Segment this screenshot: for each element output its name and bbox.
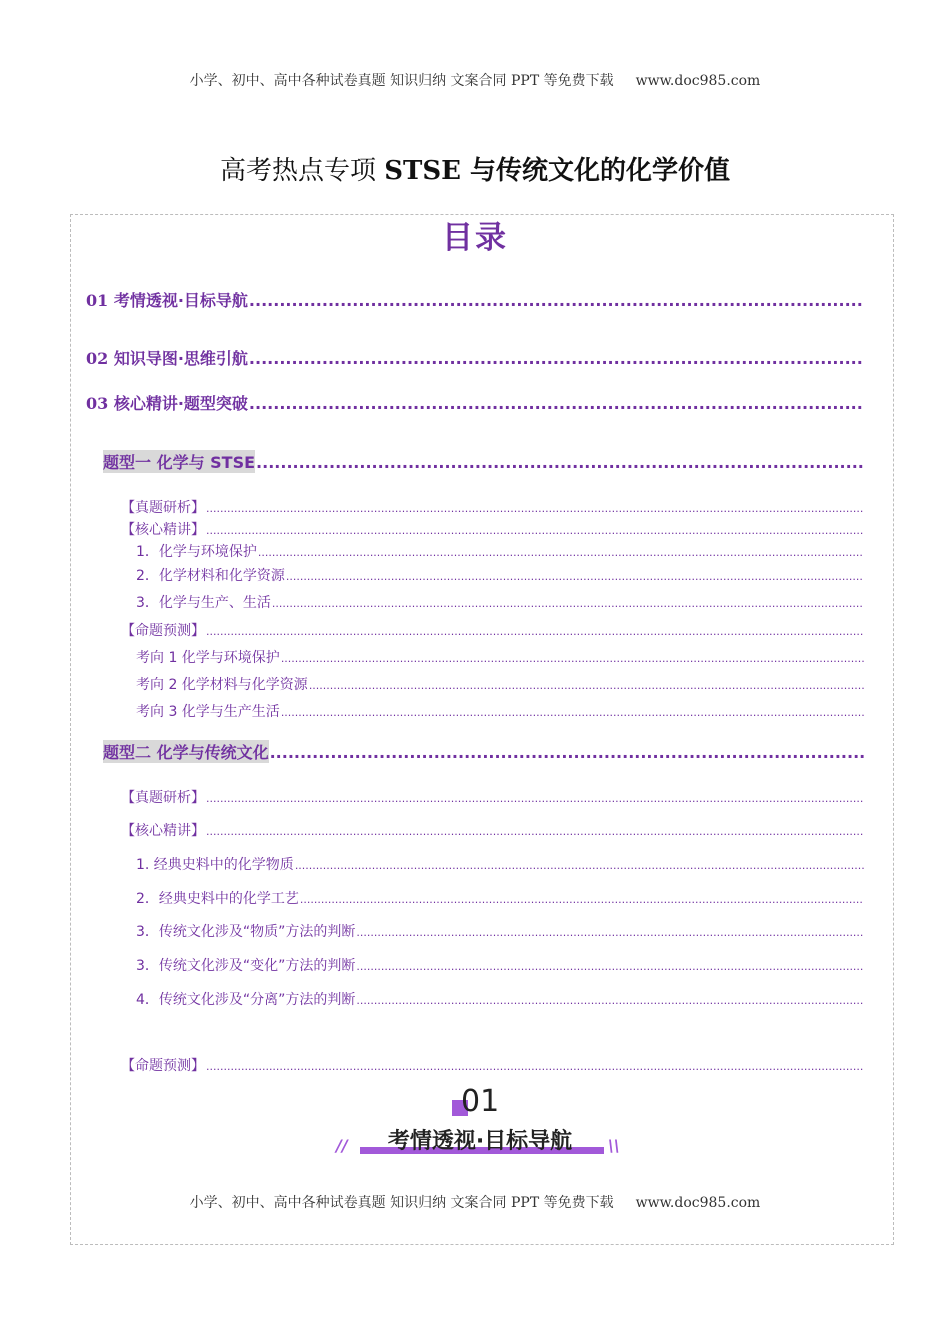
toc-type2-item[interactable] bbox=[136, 854, 864, 874]
toc-item-label: 考向 2 化学材料与化学资源 bbox=[136, 677, 308, 693]
toc-section-label: 考情透视·目标导航 bbox=[108, 291, 248, 310]
title-latin: STSE bbox=[384, 156, 461, 186]
toc-item-label: 1．化学与环境保护 bbox=[136, 544, 257, 560]
toc-leader-dots bbox=[249, 394, 864, 413]
toc-heading: 目录 bbox=[442, 220, 508, 256]
toc-leader-dots bbox=[258, 546, 864, 559]
page-footer bbox=[0, 1192, 950, 1212]
toc-item-label: 2．化学材料和化学资源 bbox=[136, 568, 285, 584]
document-title bbox=[0, 150, 950, 187]
toc-type2[interactable] bbox=[103, 740, 864, 763]
toc-leader-dots bbox=[356, 926, 864, 939]
toc-type2-item[interactable] bbox=[121, 820, 864, 840]
toc-leader-dots bbox=[272, 597, 864, 610]
toc-leader-dots bbox=[206, 625, 864, 638]
toc-type1[interactable] bbox=[103, 450, 864, 473]
toc-item-label: 【命题预测】 bbox=[121, 1058, 205, 1074]
footer-text: 小学、初中、高中各种试卷真题 知识归纳 文案合同 PPT 等免费下载 bbox=[189, 1195, 614, 1211]
toc-type1-item[interactable] bbox=[136, 701, 864, 721]
toc-type2-item[interactable] bbox=[121, 787, 864, 807]
toc-leader-dots bbox=[256, 453, 864, 472]
toc-leader-dots bbox=[206, 792, 864, 805]
toc-leader-dots bbox=[206, 502, 864, 515]
toc-leader-dots bbox=[206, 825, 864, 838]
section-banner-number: 01 bbox=[452, 1084, 512, 1119]
title-suffix: 与传统文化的化学价值 bbox=[460, 156, 731, 186]
toc-type2-label: 题型二 化学与传统文化 bbox=[103, 740, 269, 763]
header-url[interactable]: www.doc985.com bbox=[635, 73, 761, 89]
toc-type1-item[interactable] bbox=[136, 674, 864, 694]
toc-type2-item[interactable] bbox=[136, 921, 864, 941]
toc-leader-dots bbox=[206, 524, 864, 537]
toc-leader-dots bbox=[281, 652, 864, 665]
toc-item-label: 考向 3 化学与生产生活 bbox=[136, 704, 280, 720]
toc-item-label: 3．传统文化涉及“物质”方法的判断 bbox=[136, 924, 356, 940]
toc-item-label: 4．传统文化涉及“分离”方法的判断 bbox=[136, 992, 356, 1008]
section-banner-title: 考情透视·目标导航 bbox=[387, 1129, 573, 1154]
toc-type2-item[interactable] bbox=[136, 989, 864, 1009]
toc-type1-item[interactable] bbox=[121, 497, 864, 517]
toc-type1-item[interactable] bbox=[121, 620, 864, 640]
banner-right-slash-icon: \\ bbox=[608, 1136, 620, 1155]
toc-item-label: 1. 经典史料中的化学物质 bbox=[136, 857, 294, 873]
toc-section-number: 01 bbox=[86, 291, 109, 310]
toc-leader-dots bbox=[309, 679, 864, 692]
banner-left-slash-icon: // bbox=[336, 1136, 348, 1155]
toc-type1-item[interactable] bbox=[121, 519, 864, 539]
toc-leader-dots bbox=[356, 960, 864, 973]
toc-leader-dots bbox=[281, 706, 864, 719]
toc-leader-dots bbox=[286, 570, 864, 583]
toc-section-number: 02 bbox=[86, 349, 109, 368]
toc-type1-item[interactable] bbox=[136, 541, 864, 561]
toc-section-03[interactable] bbox=[86, 391, 864, 414]
toc-section-label: 核心精讲·题型突破 bbox=[108, 394, 248, 413]
toc-type2-item[interactable] bbox=[136, 955, 864, 975]
toc-leader-dots bbox=[356, 994, 864, 1007]
toc-leader-dots bbox=[249, 291, 864, 310]
toc-leader-dots bbox=[295, 859, 864, 872]
toc-section-label: 知识导图·思维引航 bbox=[108, 349, 248, 368]
toc-item-label: 【命题预测】 bbox=[121, 623, 205, 639]
toc-leader-dots bbox=[300, 893, 864, 906]
toc-leader-dots bbox=[249, 349, 864, 368]
toc-item-label: 3．传统文化涉及“变化”方法的判断 bbox=[136, 958, 356, 974]
header-text: 小学、初中、高中各种试卷真题 知识归纳 文案合同 PPT 等免费下载 bbox=[189, 73, 614, 89]
toc-item-label: 【核心精讲】 bbox=[121, 823, 205, 839]
toc-item-label: 【真题研析】 bbox=[121, 790, 205, 806]
toc-item-label: 【真题研析】 bbox=[121, 500, 205, 516]
title-prefix: 高考热点专项 bbox=[219, 156, 385, 186]
toc-type1-item[interactable] bbox=[136, 647, 864, 667]
toc-type2-item[interactable] bbox=[121, 1055, 864, 1075]
toc-section-number: 03 bbox=[86, 394, 109, 413]
page-header bbox=[0, 70, 950, 90]
toc-type1-label: 题型一 化学与 STSE bbox=[103, 450, 255, 473]
toc-type2-item[interactable] bbox=[136, 888, 864, 908]
toc-item-label: 3．化学与生产、生活 bbox=[136, 595, 271, 611]
toc-item-label: 考向 1 化学与环境保护 bbox=[136, 650, 280, 666]
footer-url[interactable]: www.doc985.com bbox=[635, 1195, 761, 1211]
toc-leader-dots bbox=[206, 1060, 864, 1073]
toc-section-01[interactable] bbox=[86, 288, 864, 311]
toc-section-02[interactable] bbox=[86, 346, 864, 369]
toc-type1-item[interactable] bbox=[136, 592, 864, 612]
toc-item-label: 【核心精讲】 bbox=[121, 522, 205, 538]
toc-leader-dots bbox=[270, 743, 864, 762]
toc-item-label: 2．经典史料中的化学工艺 bbox=[136, 891, 299, 907]
toc-type1-item[interactable] bbox=[136, 565, 864, 585]
